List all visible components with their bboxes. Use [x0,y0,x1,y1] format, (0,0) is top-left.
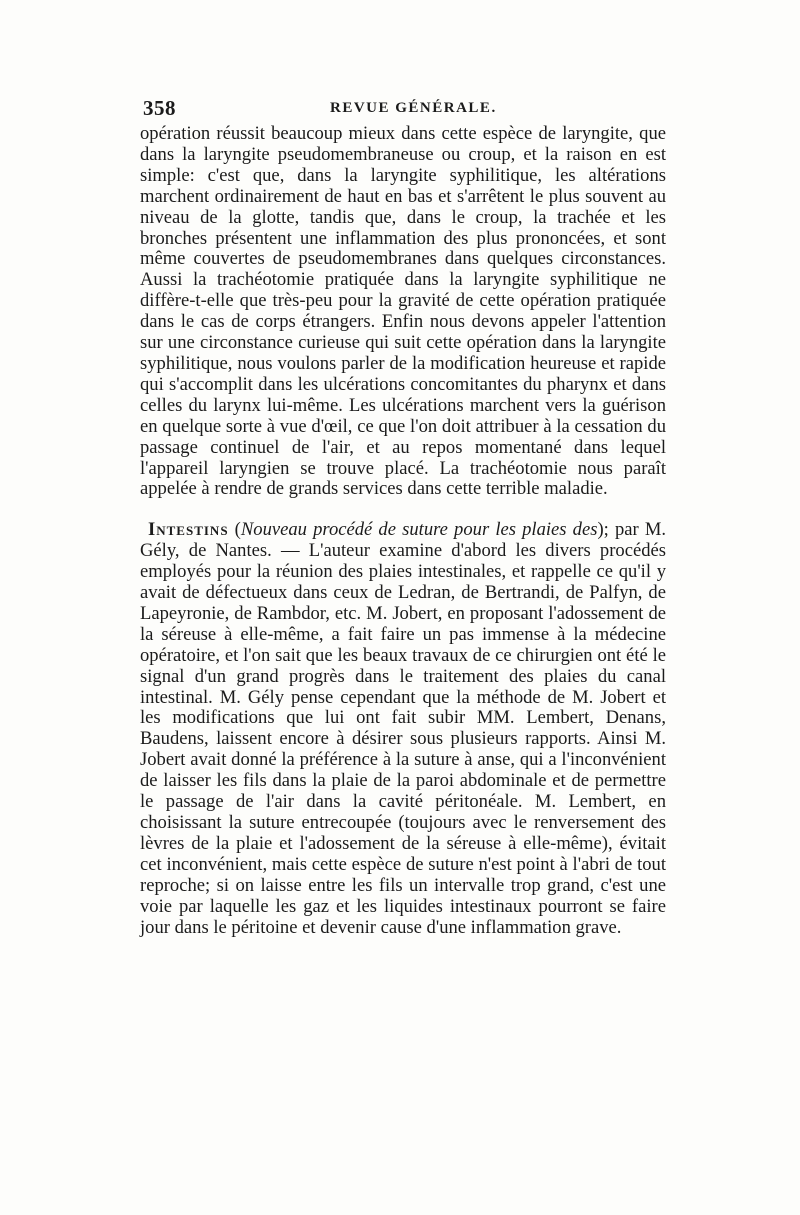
page-header [143,96,663,122]
section-heading: Intestins [148,519,229,541]
running-title: REVUE GÉNÉRALE. [330,100,497,116]
page-body [140,124,666,938]
section-subtitle: Nouveau procédé de suture pour les plaies des [240,519,598,541]
section-author: ); par M. Gély, de Nantes. [140,519,667,562]
paragraph-laryngitis: opération réussit beaucoup mieux dans cette espèce de laryngite, que dans la laryngite pseudomembraneuse ou croup, et la raison en est simple: c'est que, dans la laryngite syphilitique, les altérations marchent ordinairement de haut en bas et s'arrêtent le plus souvent au niveau de la glotte, tandis que, dans le croup, la trachée et les bronches présentent une inflammation des plus prononcées, et sont même couvertes de pseudomembranes dans quelques circonstances. Aussi la trachéotomie pratiquée dans la laryngite syphilitique ne diffère-t-elle que très-peu pour la gravité de cette opération pratiquée dans le cas de corps étrangers. Enfin nous devons appeler l'attention sur une circonstance curieuse qui suit cette opération dans la laryngite syphilitique, nous voulons parler de la modification heureuse et rapide qui s'accomplit dans les ulcérations concomitantes du pharynx et dans celles du larynx lui-même. Les ulcérations marchent vers la guérison en quelque sorte à vue d'œil, ce que l'on doit attribuer à la cessation du passage continuel de l'air, et au repos momentané dans lequel l'appareil laryngien se trouve placé. La trachéotomie nous paraît appelée à rendre de grands services dans cette terrible maladie. [140,123,666,500]
paragraph-intestins [140,520,666,938]
section-body-text: — L'auteur examine d'abord les divers procédés employés pour la réunion des plaies intestinales, et rappelle ce qu'il y avait de défectueux dans ceux de Ledran, de Bertrandi, de Palfyn, de Lapeyronie, de Rambdor, etc. M. Jobert, en proposant l'adossement de la séreuse à elle-même, a fait faire un pas immense à la médecine opératoire, et l'on sait que les beaux travaux de ce chirurgien ont été le signal d'un grand progrès dans le traitement des plaies du canal intestinal. M. Gély pense cependant que la méthode de M. Jobert et les modifications que lui ont fait subir MM. Lembert, Denans, Baudens, laissent encore à désirer sous plusieurs rapports. Ainsi M. Jobert avait donné la préférence à la suture à anse, qui a l'inconvénient de laisser les fils dans la plaie de la paroi abdominale et de permettre le passage de l'air dans la cavité péritonéale. M. Lembert, en choisissant la suture entrecoupée (toujours avec le renversement des lèvres de la plaie et l'adossement de la séreuse à elle-même), évitait cet inconvénient, mais cette espèce de suture n'est point à l'abri de tout reproche; si on laisse entre les fils un intervalle trop grand, c'est une voie par laquelle les gaz et les liquides intestinaux pourront se faire jour dans le péritoine et devenir cause d'une inflammation grave. [140,540,666,938]
section-open-paren: ( [228,519,241,541]
page-number: 358 [143,96,176,120]
